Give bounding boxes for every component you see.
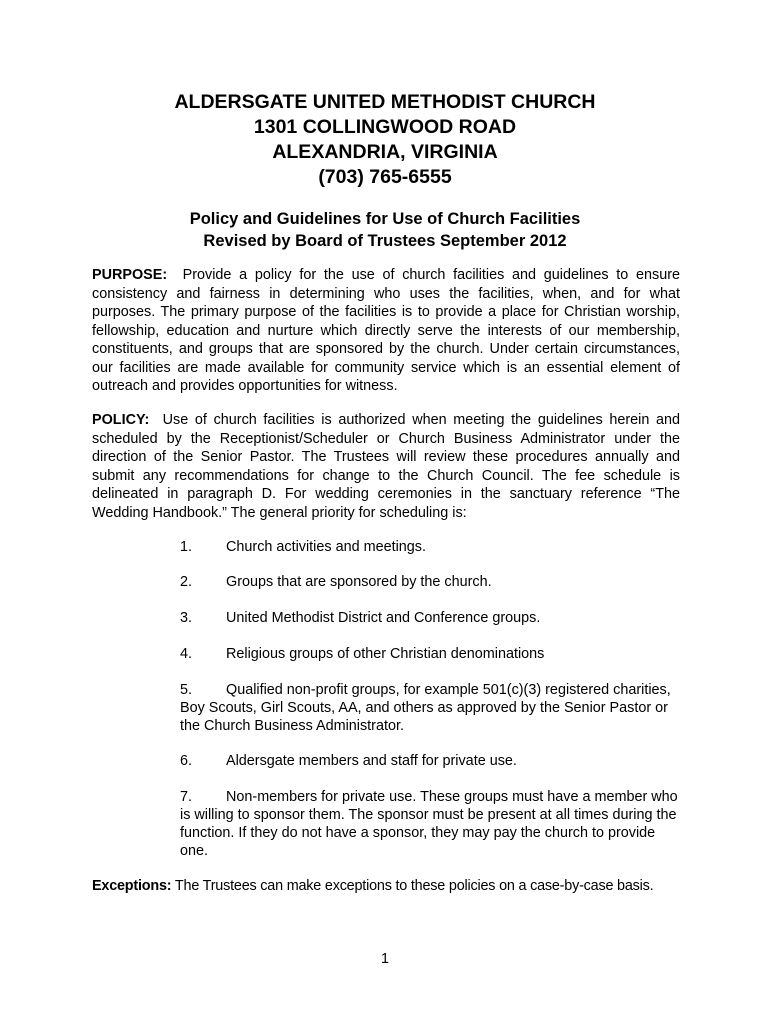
church-name: ALDERSGATE UNITED METHODIST CHURCH [174, 91, 596, 113]
priority-item-2 [180, 573, 680, 591]
priority-item-4 [180, 645, 680, 663]
purpose-label: PURPOSE: [92, 267, 168, 283]
policy-text: Use of church facilities is authorized when meeting the guidelines herein and scheduled by the Receptionist/Scheduler or Church Business Administrator under the direction of the Senior Pastor. The Trustees will review these procedures annually and submit any recommendations for change to the Church Council. The fee schedule is delineated in paragraph D. For wedding ceremonies in the sanctuary reference “The Wedding Handbook.” The general priority for scheduling is: [92, 412, 680, 521]
priority-item-7 [180, 788, 680, 860]
church-header [0, 90, 770, 190]
policy-label: POLICY: [92, 412, 150, 428]
church-phone: (703) 765-6555 [318, 166, 452, 188]
page-number: 1 [380, 951, 389, 967]
exceptions-text: The Trustees can make exceptions to these policies on a case-by-case basis. [174, 878, 654, 894]
priority-item-5 [180, 681, 680, 735]
priority-number: 1. [180, 539, 193, 555]
priority-text: Church activities and meetings. [226, 539, 426, 555]
priority-number: 5. [180, 682, 193, 698]
exceptions-label: Exceptions: [92, 878, 172, 894]
priority-text: Aldersgate members and staff for private use. [226, 753, 517, 769]
priority-text: United Methodist District and Conference groups. [226, 610, 541, 626]
purpose-paragraph [92, 266, 680, 396]
priority-text: Religious groups of other Christian denominations [226, 646, 545, 662]
priority-item-6 [180, 752, 680, 770]
priority-item-1 [180, 538, 680, 556]
policy-paragraph [92, 411, 680, 522]
document-revision: Revised by Board of Trustees September 2012 [203, 232, 567, 250]
document-title-block [0, 208, 770, 252]
church-street: 1301 COLLINGWOOD ROAD [253, 116, 517, 138]
priority-number: 6. [180, 753, 193, 769]
priority-text: Qualified non-profit groups, for example 501(c)(3) registered charities, Boy Scouts, Girl Scouts, AA, and others as approved by the Senior Pastor or the Church Business Administrator. [180, 682, 671, 734]
exceptions-paragraph [92, 877, 692, 895]
purpose-text: Provide a policy for the use of church facilities and guidelines to ensure consistency and fairness in determining who uses the facilities, when, and for what purposes. The primary purpose of the facilities is to provide a place for Christian worship, fellowship, education and nurture which directly serve the interests of our membership, constituents, and groups that are sponsored by the church. Under certain circumstances, our facilities are made available for community service which is an essential element of outreach and provides opportunities for witness. [92, 267, 680, 394]
priority-number: 4. [180, 646, 193, 662]
church-city: ALEXANDRIA, VIRGINIA [272, 141, 498, 163]
priority-number: 2. [180, 574, 193, 590]
priority-text: Non-members for private use. These groups must have a member who is willing to sponsor them. The sponsor must be present at all times during the function. If they do not have a sponsor, they may pay the church to provide one. [180, 789, 678, 859]
priority-text: Groups that are sponsored by the church. [226, 574, 492, 590]
document-title: Policy and Guidelines for Use of Church Facilities [189, 210, 581, 228]
priority-number: 7. [180, 789, 193, 805]
priority-item-3 [180, 609, 680, 627]
priority-number: 3. [180, 610, 193, 626]
